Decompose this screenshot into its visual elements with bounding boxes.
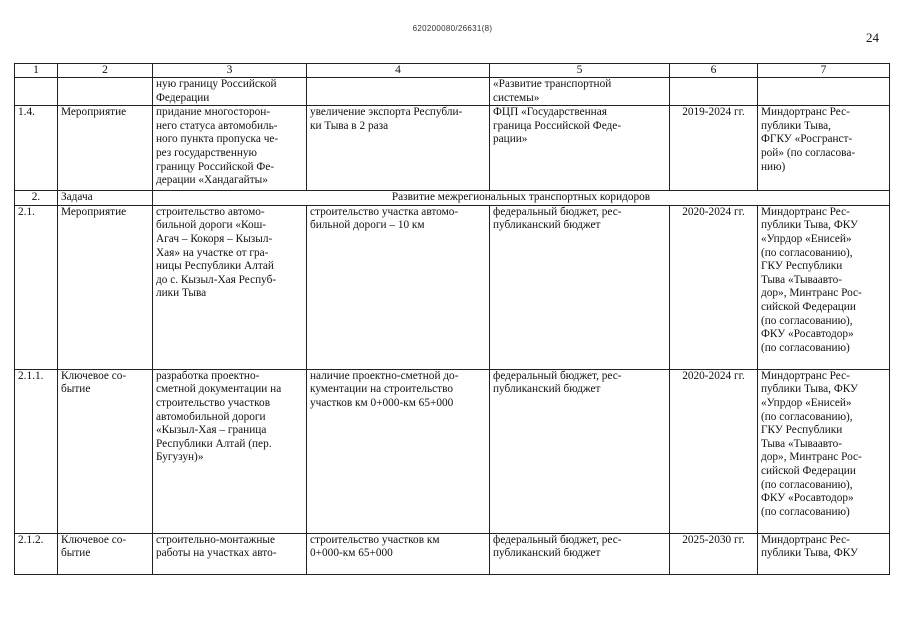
item-number bbox=[15, 78, 58, 106]
column-number: 5 bbox=[490, 64, 670, 78]
item-number: 2.1.2. bbox=[15, 533, 58, 574]
column-number: 3 bbox=[153, 64, 307, 78]
item-number: 2.1.1. bbox=[15, 369, 58, 533]
item-result: увеличение экспорта Республи- ки Тыва в 2 раза bbox=[307, 106, 490, 191]
item-type: Мероприятие bbox=[58, 106, 153, 191]
item-period: 2019-2024 гг. bbox=[670, 106, 758, 191]
column-number: 2 bbox=[58, 64, 153, 78]
item-name: придание многосторон- него статуса автомобиль- ного пункта пропуска че- рез государственную границу Российской Фе- дерации «Хандагайты» bbox=[153, 106, 307, 191]
item-name: строительно-монтажные работы на участках авто- bbox=[153, 533, 307, 574]
item-funding: ФЦП «Государственная граница Российской Феде- рации» bbox=[490, 106, 670, 191]
item-result: строительство участков км 0+000-км 65+000 bbox=[307, 533, 490, 574]
table-row bbox=[15, 78, 890, 106]
item-result: наличие проектно-сметной до- кументации на строительство участков км 0+000-км 65+000 bbox=[307, 369, 490, 533]
item-number: 1.4. bbox=[15, 106, 58, 191]
item-name: строительство автомо- бильной дороги «Кош- Агач – Кокоря – Кызыл- Хая» на участке от гра- ницы Республики Алтай до с. Кызыл-Хая Респуб- лики Тыва bbox=[153, 205, 307, 369]
column-number: 7 bbox=[758, 64, 890, 78]
item-funding: федеральный бюджет, рес- публиканский бюджет bbox=[490, 369, 670, 533]
item-responsible bbox=[758, 78, 890, 106]
item-responsible: Миндортранс Рес- публики Тыва, ФКУ «Упрдор «Енисей» (по согласованию), ГКУ Республики Тыва «Тываавто- дор», Минтранс Рос- сийской Федерации (по согласованию), ФКУ «Росавтодор» (по согласованию) bbox=[758, 369, 890, 533]
item-type bbox=[58, 78, 153, 106]
item-type: Ключевое со- бытие bbox=[58, 533, 153, 574]
item-period: 2025-2030 гг. bbox=[670, 533, 758, 574]
table-row bbox=[15, 369, 890, 533]
column-number: 6 bbox=[670, 64, 758, 78]
task-number: 2. bbox=[15, 191, 58, 206]
table-row bbox=[15, 533, 890, 574]
item-funding: федеральный бюджет, рес- публиканский бюджет bbox=[490, 205, 670, 369]
page-number: 24 bbox=[866, 30, 879, 45]
item-number: 2.1. bbox=[15, 205, 58, 369]
task-row bbox=[15, 191, 890, 206]
column-number-row bbox=[15, 64, 890, 78]
item-period: 2020-2024 гг. bbox=[670, 205, 758, 369]
table-row bbox=[15, 106, 890, 191]
item-result bbox=[307, 78, 490, 106]
item-name: разработка проектно- сметной документации на строительство участков автомобильной дороги «Кызыл-Хая – граница Республики Алтай (пер. Бугузун)» bbox=[153, 369, 307, 533]
column-number: 4 bbox=[307, 64, 490, 78]
item-responsible: Миндортранс Рес- публики Тыва, ФГКУ «Росгранст- рой» (по согласова- нию) bbox=[758, 106, 890, 191]
item-period bbox=[670, 78, 758, 106]
item-type: Мероприятие bbox=[58, 205, 153, 369]
item-funding: федеральный бюджет, рес- публиканский бюджет bbox=[490, 533, 670, 574]
measures-table bbox=[14, 63, 890, 575]
task-label: Задача bbox=[58, 191, 153, 206]
table-row bbox=[15, 205, 890, 369]
item-type: Ключевое со- бытие bbox=[58, 369, 153, 533]
item-period: 2020-2024 гг. bbox=[670, 369, 758, 533]
item-name: ную границу Российской Федерации bbox=[153, 78, 307, 106]
item-responsible: Миндортранс Рес- публики Тыва, ФКУ «Упрдор «Енисей» (по согласованию), ГКУ Республики Тыва «Тываавто- дор», Минтранс Рос- сийской Федерации (по согласованию), ФКУ «Росавтодор» (по согласованию) bbox=[758, 205, 890, 369]
item-responsible: Миндортранс Рес- публики Тыва, ФКУ bbox=[758, 533, 890, 574]
column-number: 1 bbox=[15, 64, 58, 78]
document-id: 620200080/26631(8) bbox=[412, 24, 493, 33]
task-title: Развитие межрегиональных транспортных коридоров bbox=[153, 191, 890, 206]
item-funding: «Развитие транспортной системы» bbox=[490, 78, 670, 106]
item-result: строительство участка автомо- бильной дороги – 10 км bbox=[307, 205, 490, 369]
